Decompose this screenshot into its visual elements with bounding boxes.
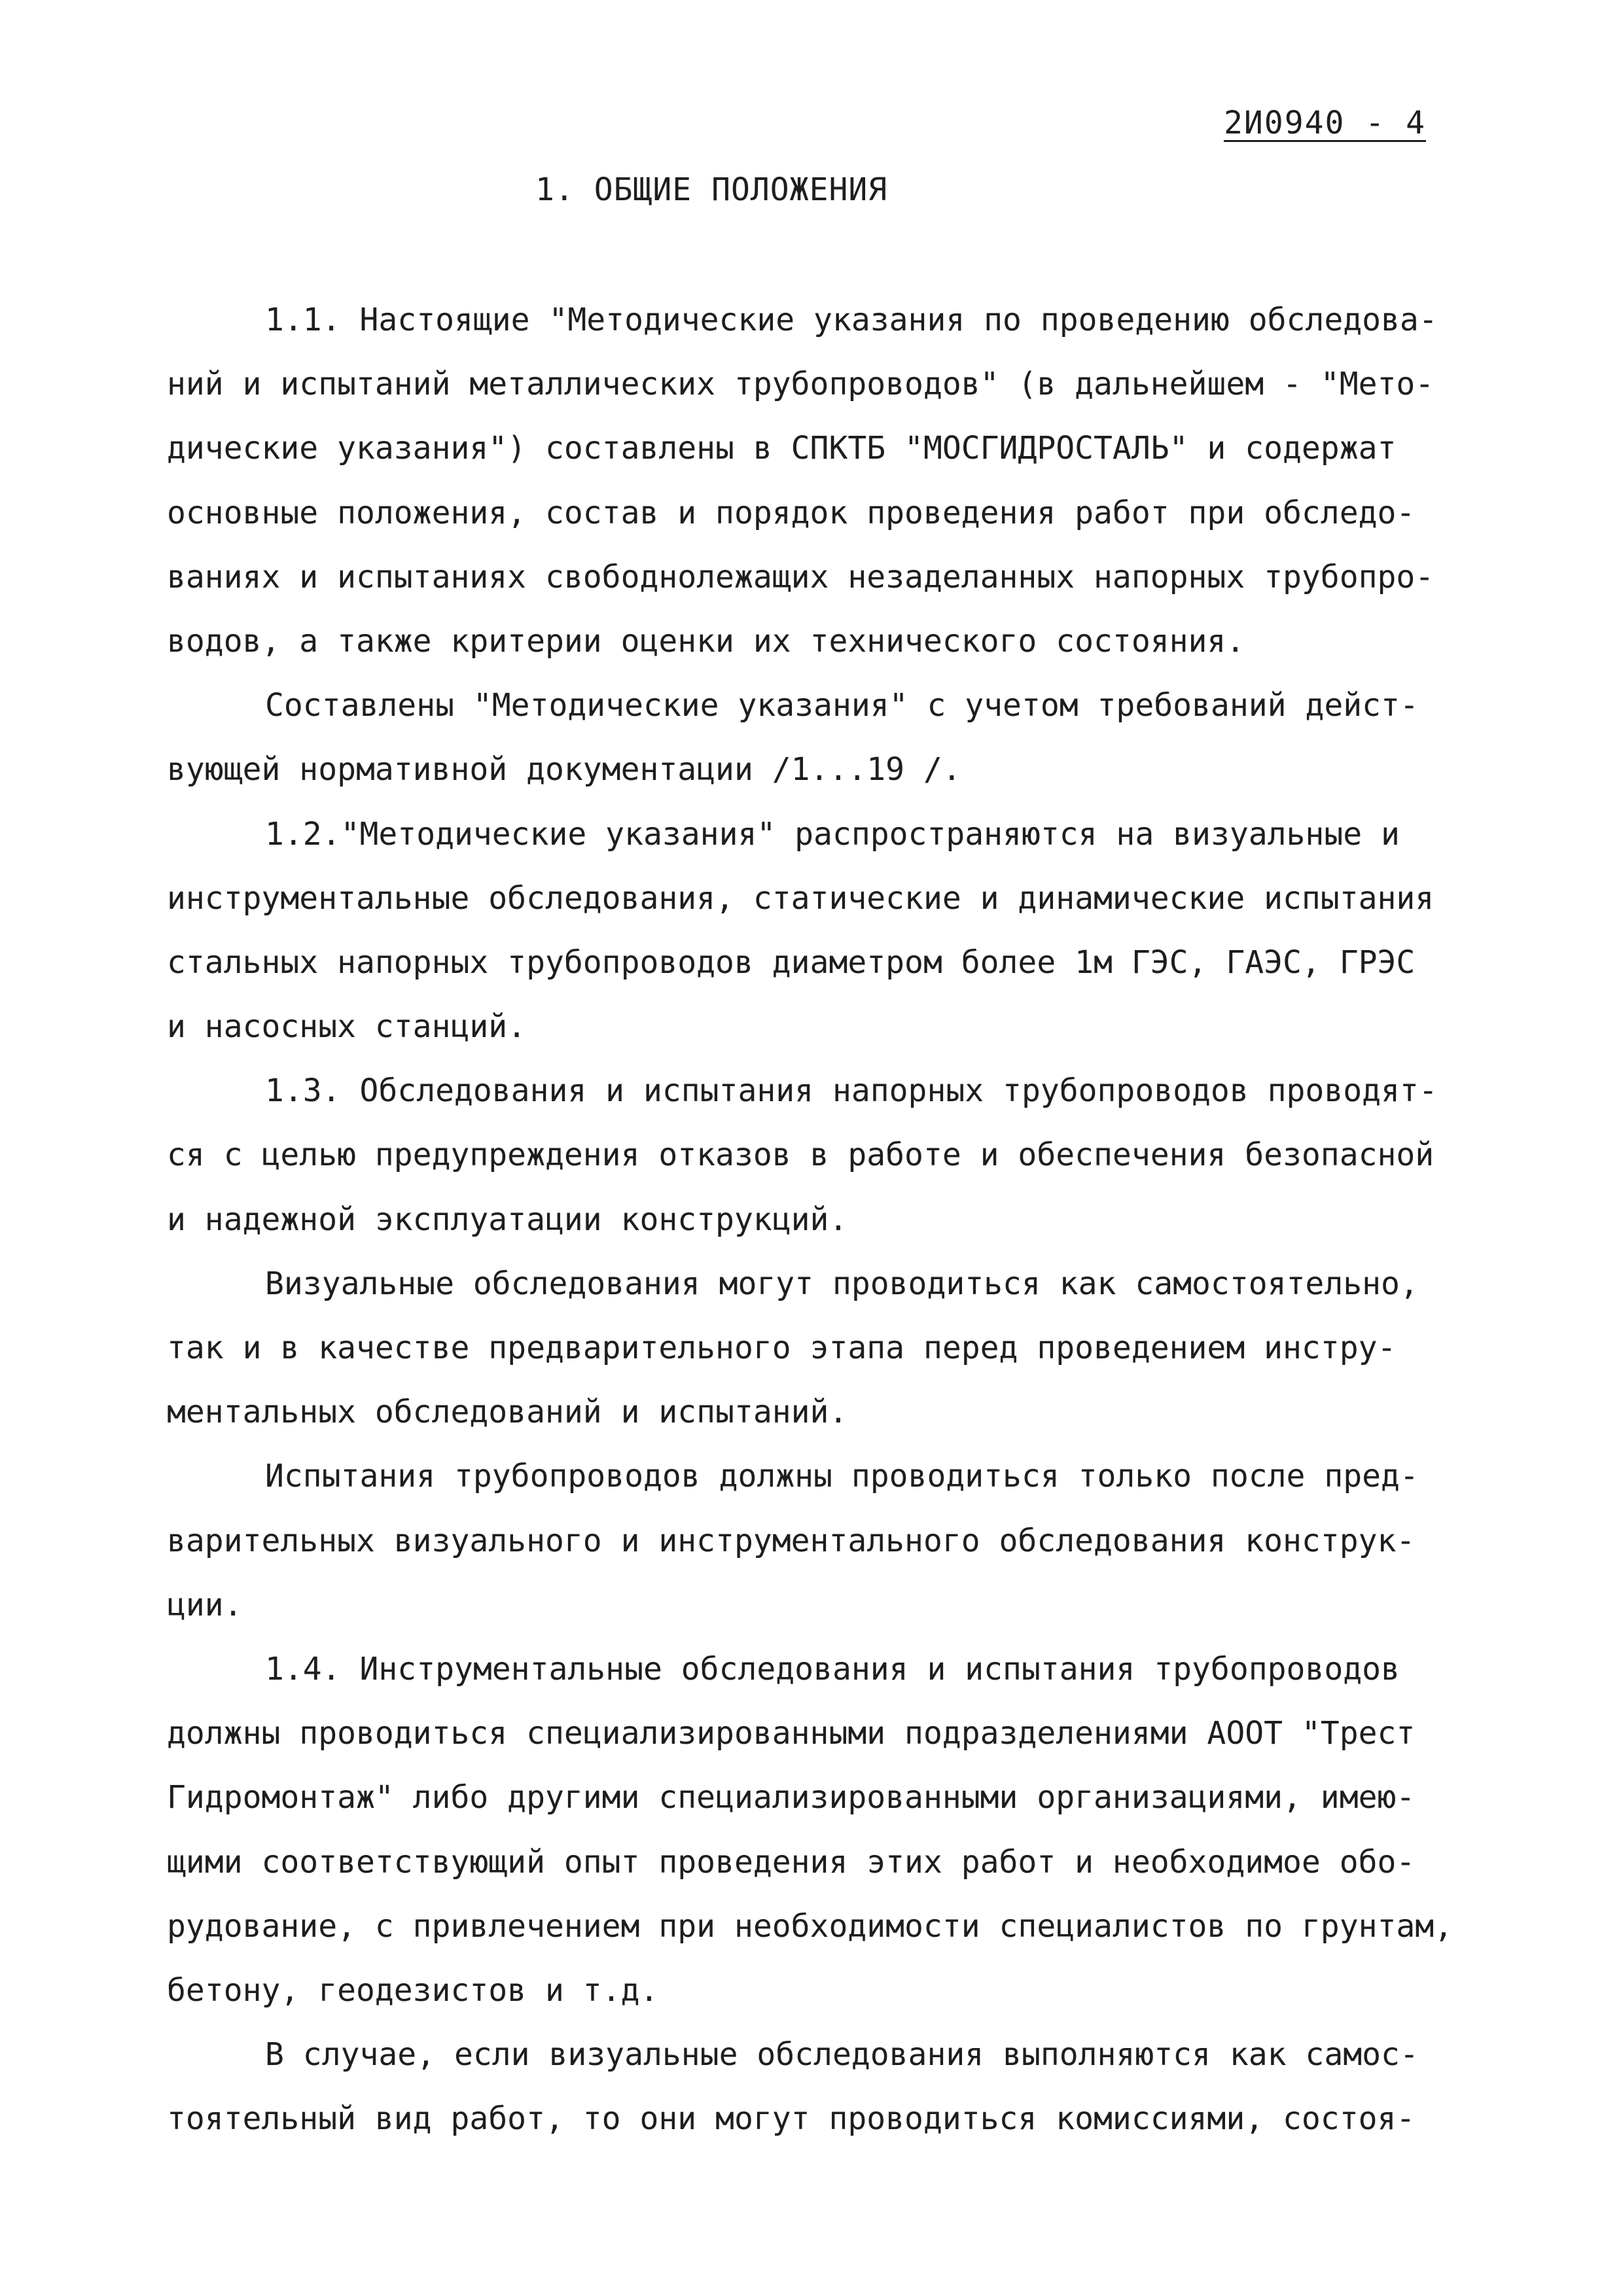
section-title: 1. ОБЩИЕ ПОЛОЖЕНИЯ (535, 171, 888, 208)
text-line: Визуальные обследования могут проводиться как самостоятельно, (265, 1265, 1419, 1302)
text-line: бетону, геодезистов и т.д. (167, 1971, 659, 2009)
text-line: ся с целью предупреждения отказов в работе и обеспечения безопасной (167, 1137, 1435, 1174)
text-line: ментальных обследований и испытаний. (167, 1394, 848, 1431)
text-line: 1.2."Методические указания" распространяются на визуальные и (265, 815, 1400, 853)
text-line: Гидромонтаж" либо другими специализированными организациями, имею- (167, 1779, 1416, 1816)
text-line: основные положения, состав и порядок проведения работ при обследо- (167, 494, 1416, 531)
text-line: Испытания трубопроводов должны проводиться только после пред- (265, 1458, 1419, 1495)
text-line: стальных напорных трубопроводов диаметром более 1м ГЭС, ГАЭС, ГРЭС (167, 944, 1416, 981)
text-line: ции. (167, 1586, 243, 1623)
text-line: Составлены "Методические указания" с учетом требований дейст- (265, 687, 1419, 724)
text-line: рудование, с привлечением при необходимости специалистов по грунтам, (167, 1907, 1454, 1945)
page-number: 2И0940 - 4 (1224, 105, 1426, 141)
text-line: водов, а также критерии оценки их технического состояния. (167, 622, 1245, 660)
text-line: должны проводиться специализированными подразделениями АООТ "Трест (167, 1715, 1416, 1752)
text-line: 1.1. Настоящие "Методические указания по проведению обследова- (265, 302, 1438, 338)
text-line: дические указания") составлены в СПКТБ "МОСГИДРОСТАЛЬ" и содержат (167, 430, 1397, 467)
text-line: В случае, если визуальные обследования выполняются как самос- (265, 2036, 1419, 2074)
text-line: 1.4. Инструментальные обследования и испытания трубопроводов (265, 1650, 1400, 1687)
text-line: ваниях и испытаниях свободнолежащих незаделанных напорных трубопро- (167, 558, 1435, 595)
body-text (167, 288, 1476, 2151)
text-line: тоятельный вид работ, то они могут проводиться комиссиями, состоя- (167, 2100, 1416, 2138)
text-line: варительных визуального и инструментального обследования конструк- (167, 1522, 1416, 1559)
text-line: ний и испытаний металлических трубопроводов" (в дальнейшем - "Мето- (167, 366, 1435, 403)
text-line: инструментальные обследования, статические и динамические испытания (167, 879, 1435, 917)
text-line: 1.3. Обследования и испытания напорных трубопроводов проводят- (265, 1072, 1438, 1110)
text-line: щими соответствующий опыт проведения этих работ и необходимое обо- (167, 1843, 1416, 1881)
text-line: вующей нормативной документации /1...19 /. (167, 751, 961, 788)
text-line: так и в качестве предварительного этапа перед проведением инстру- (167, 1330, 1397, 1366)
text-line: и надежной эксплуатации конструкций. (167, 1201, 848, 1238)
text-line: и насосных станций. (167, 1008, 527, 1046)
